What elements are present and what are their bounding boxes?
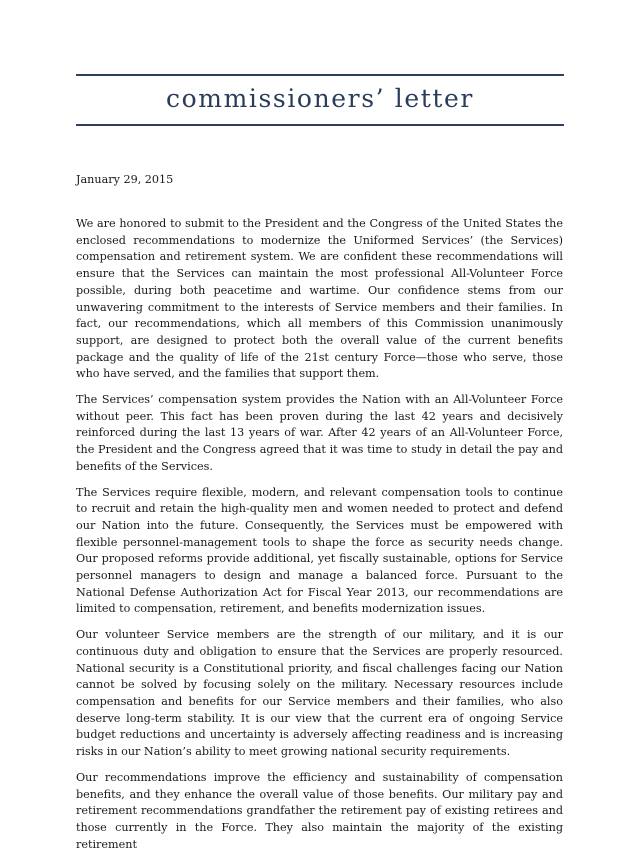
paragraph: Our recommendations improve the efficiency and sustainability of compensation benefits, and they enhance the overall value of those benefits. Our military pay and retirement recommendations grandfather the retirement pay of existing retirees and those currently in the Force. They also maintain the majority of the existing retirement: [76, 770, 563, 851]
page-title: commissioners’ letter: [166, 84, 474, 113]
title-top-rule: [76, 74, 564, 76]
letter-body: [76, 216, 563, 862]
paragraph: The Services require flexible, modern, and relevant compensation tools to continue to recruit and retain the high-quality men and women needed to protect and defend our Nation into the future. Consequently, the Services must be empowered with flexible personnel-management tools to shape the force as security needs change. Our proposed reforms provide additional, yet fiscally sustainable, options for Service personnel managers to design and manage a balanced force. Pursuant to the National Defense Authorization Act for Fiscal Year 2013, our recommendations are limited to compensation, retirement, and benefits modernization issues.: [76, 485, 563, 616]
paragraph: We are honored to submit to the President and the Congress of the United States the enclosed recommendations to modernize the Uniformed Services’ (the Services) compensation and retirement system. We are confident these recommendations will ensure that the Services can maintain the most professional All-Volunteer Force possible, during both peacetime and wartime. Our confidence stems from our unwavering commitment to the interests of Service members and their families. In fact, our recommendations, which all members of this Commission unanimously support, are designed to protect both the overall value of the current benefits package and the quality of life of the 21st century Force—those who serve, those who have served, and the families that support them.: [76, 217, 563, 381]
letter-date: January 29, 2015: [76, 173, 174, 186]
title-bottom-rule: [76, 124, 564, 126]
paragraph: Our volunteer Service members are the strength of our military, and it is our continuous duty and obligation to ensure that the Services are properly resourced. National security is a Constitutional priority, and fiscal challenges facing our Nation cannot be solved by focusing solely on the military. Necessary resources include compensation and benefits for our Service members and their families, who also deserve long-term stability. It is our view that the current era of ongoing Service budget reductions and uncertainty is adversely affecting readiness and is increasing risks in our Nation’s ability to meet growing national security requirements.: [76, 628, 563, 759]
paragraph: The Services’ compensation system provides the Nation with an All-Volunteer Force without peer. This fact has been proven during the last 42 years and decisively reinforced during the last 13 years of war. After 42 years of an All-Volunteer Force, the President and the Congress agreed that it was time to study in detail the pay and benefits of the Services.: [76, 393, 563, 473]
